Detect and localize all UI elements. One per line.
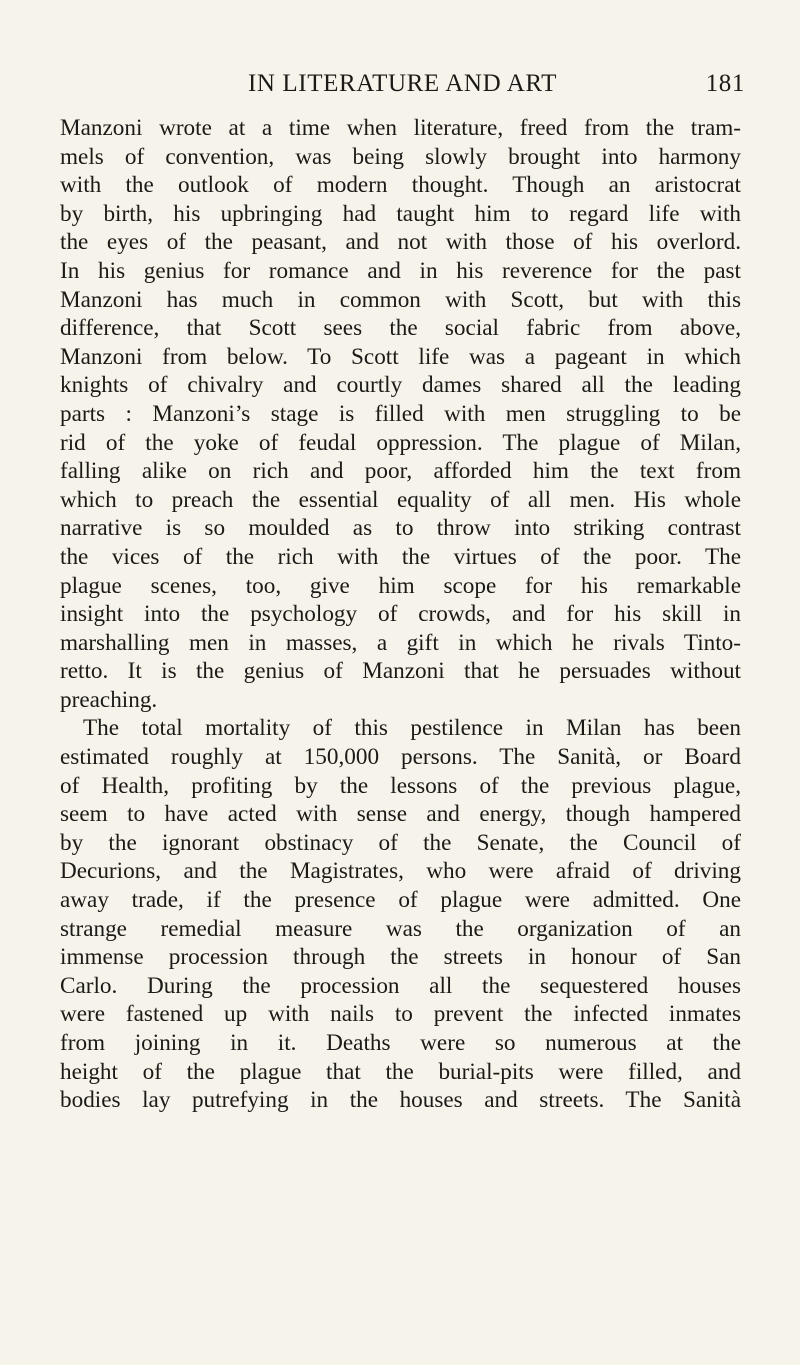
paragraph-1 bbox=[60, 114, 741, 714]
text-line: Manzoni has much in common with Scott, but with this bbox=[60, 286, 741, 313]
text-line: falling alike on rich and poor, afforded him the text from bbox=[60, 458, 741, 485]
text-line: from joining in it. Deaths were so numerous at the bbox=[60, 1030, 741, 1056]
text-line: away trade, if the presence of plague were admitted. One bbox=[60, 887, 741, 914]
text-line: The total mortality of this pestilence in Milan has been bbox=[83, 715, 741, 742]
running-title: IN LITERATURE AND ART bbox=[248, 70, 557, 97]
text-line: mels of convention, was being slowly brought into harmony bbox=[60, 143, 741, 170]
text-line: immense procession through the streets in honour of San bbox=[60, 944, 741, 971]
text-line: height of the plague that the burial-pits were filled, and bbox=[60, 1058, 741, 1085]
page-number: 181 bbox=[705, 70, 745, 97]
text-line: of Health, profiting by the lessons of the previous plague, bbox=[60, 772, 741, 799]
text-line: parts : Manzoni’s stage is filled with men struggling to be bbox=[60, 400, 741, 427]
text-line: preaching. bbox=[60, 686, 158, 713]
paragraph-2 bbox=[60, 714, 741, 1114]
text-line: the eyes of the peasant, and not with those of his overlord. bbox=[60, 229, 741, 256]
text-line: knights of chivalry and courtly dames shared all the leading bbox=[60, 372, 741, 399]
text-line: Carlo. During the procession all the sequestered houses bbox=[60, 972, 741, 999]
text-line: with the outlook of modern thought. Though an aristocrat bbox=[60, 172, 741, 199]
running-head bbox=[60, 70, 745, 104]
text-line: rid of the yoke of feudal oppression. The plague of Milan, bbox=[60, 429, 741, 456]
text-line: marshalling men in masses, a gift in which he rivals Tinto- bbox=[60, 629, 741, 656]
text-line: Manzoni from below. To Scott life was a pageant in which bbox=[60, 343, 741, 370]
text-line: narrative is so moulded as to throw into striking contrast bbox=[60, 515, 741, 542]
text-line: In his genius for romance and in his reverence for the past bbox=[60, 257, 741, 284]
text-line: by birth, his upbringing had taught him to regard life with bbox=[60, 200, 741, 227]
text-line: retto. It is the genius of Manzoni that he persuades without bbox=[60, 658, 741, 685]
body-text bbox=[60, 114, 741, 1115]
text-line: the vices of the rich with the virtues of the poor. The bbox=[60, 543, 741, 570]
text-line: were fastened up with nails to prevent the infected inmates bbox=[60, 1001, 741, 1028]
text-line: bodies lay putrefying in the houses and streets. The Sanità bbox=[60, 1087, 741, 1114]
text-line: insight into the psychology of crowds, and for his skill in bbox=[60, 601, 741, 628]
text-line: Decurions, and the Magistrates, who were afraid of driving bbox=[60, 858, 741, 885]
text-line: estimated roughly at 150,000 persons. The Sanità, or Board bbox=[60, 744, 741, 771]
text-line: difference, that Scott sees the social fabric from above, bbox=[60, 315, 741, 342]
text-line: plague scenes, too, give him scope for his remarkable bbox=[60, 572, 741, 599]
text-line: which to preach the essential equality of all men. His whole bbox=[60, 486, 741, 513]
text-line: by the ignorant obstinacy of the Senate, the Council of bbox=[60, 829, 741, 856]
text-line: strange remedial measure was the organization of an bbox=[60, 915, 741, 942]
text-line: seem to have acted with sense and energy, though hampered bbox=[60, 801, 741, 828]
text-line: Manzoni wrote at a time when literature, freed from the tram- bbox=[60, 115, 741, 141]
